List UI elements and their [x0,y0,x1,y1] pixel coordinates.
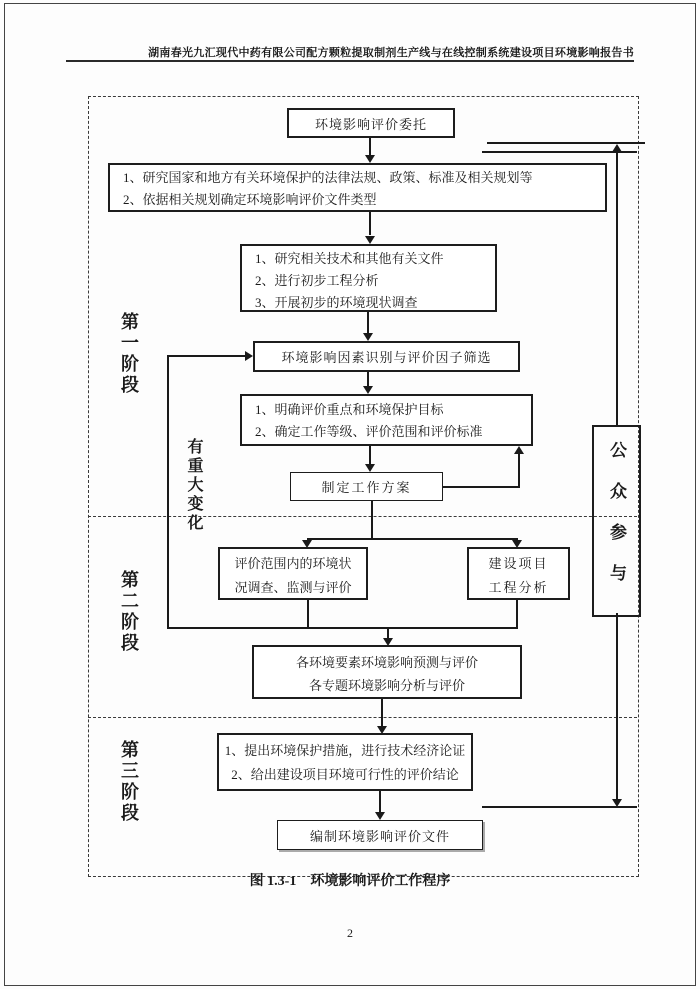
arrowhead-public-up [612,144,622,152]
box-public-participation [592,425,641,617]
arrowhead-identify-to-scope [363,386,373,394]
line-public-bottom [482,806,637,808]
arrowhead-into-env-survey [302,540,312,548]
arrowhead-scope-to-workplan [365,464,375,472]
line-stage2-merge [167,627,518,629]
arrowhead-major-change-into-identify [245,351,253,361]
header-rule [66,60,634,62]
line-workplan-feedback-horizontal [443,486,520,488]
line-preliminary-to-identify [367,312,369,334]
box-prediction-line2: 各专题环境影响分析与评价 [308,678,465,693]
box-preliminary-work [240,244,497,312]
line-major-change-vertical [167,355,169,629]
line-public-to-top [616,152,618,425]
stage-3-label: 第三阶段 [119,740,139,824]
major-change-label: 有重大变化 [185,438,202,533]
arrowhead-into-prediction [383,638,393,646]
box-compile-document: 编制环境影响评价文件 [277,820,483,850]
box-env-survey [218,547,368,600]
box-env-survey-line2: 况调查、监测与评价 [234,580,352,595]
stage-divider-1 [88,516,637,517]
box-scope-standards [240,394,533,446]
line-env-survey-down [307,600,309,628]
box-prediction [252,645,522,699]
line-workplan-feedback-vertical [518,454,520,488]
box-commission: 环境影响评价委托 [287,108,455,138]
line-laws-to-preliminary [369,212,371,235]
stage-divider-2 [88,717,637,718]
stage-2-label: 第二阶段 [119,570,139,654]
box-conclusion [217,733,473,791]
arrowhead-conclusion-to-compile [375,812,385,820]
line-workplan-down [371,501,373,539]
figure-caption: 图 1.3-1 环境影响评价工作程序 [249,874,451,889]
box-laws-line1: 1、研究国家和地方有关环境保护的法律法规、政策、标准及相关规划等 [123,170,533,185]
line-major-change-horizontal [167,355,246,357]
box-laws-line2: 2、依据相关规划确定环境影响评价文件类型 [123,192,377,207]
box-scope-line2: 2、确定工作等级、评价范围和评价标准 [255,424,483,439]
arrowhead-workplan-feedback-up [514,446,524,454]
line-public-to-bottom [616,613,618,801]
page-number: 2 [347,926,353,940]
box-conclusion-line2: 2、给出建设项目环境可行性的评价结论 [231,767,459,782]
line-scope-to-workplan [369,446,371,464]
arrowhead-preliminary-to-identify [363,333,373,341]
line-project-analysis-down [516,600,518,628]
line-commission-to-laws [369,138,371,156]
arrowhead-commission-to-laws [365,155,375,163]
box-preliminary-line1: 1、研究相关技术和其他有关文件 [255,251,444,266]
line-conclusion-to-compile [379,791,381,812]
document-header-title: 湖南春光九汇现代中药有限公司配方颗粒提取制剂生产线与在线控制系统建设项目环境影响报告书 [148,47,634,59]
arrowhead-into-project-analysis [512,540,522,548]
arrowhead-prediction-to-conclusion [377,726,387,734]
public-participation-label: 公众参与 [607,441,626,605]
box-project-analysis-line1: 建设项目 [488,556,549,571]
box-project-analysis [467,547,570,600]
box-prediction-line1: 各环境要素环境影响预测与评价 [295,655,478,670]
box-scope-line1: 1、明确评价重点和环境保护目标 [255,402,444,417]
box-env-survey-line1: 评价范围内的环境状 [234,556,352,571]
stage-1-label: 第一阶段 [119,312,139,396]
line-stage2-split [307,538,518,540]
line-prediction-to-conclusion [381,699,383,726]
box-project-analysis-line2: 工程分析 [488,580,549,595]
box-identify-factors: 环境影响因素识别与评价因子筛选 [253,341,520,372]
box-preliminary-line2: 2、进行初步工程分析 [255,273,379,288]
box-preliminary-line3: 3、开展初步的环境现状调查 [255,295,418,310]
box-laws-research [108,163,607,212]
box-conclusion-line1: 1、提出环境保护措施，进行技术经济论证 [224,743,466,758]
arrowhead-laws-to-preliminary [365,236,375,244]
line-identify-to-scope [367,372,369,387]
box-work-plan: 制定工作方案 [290,472,443,501]
